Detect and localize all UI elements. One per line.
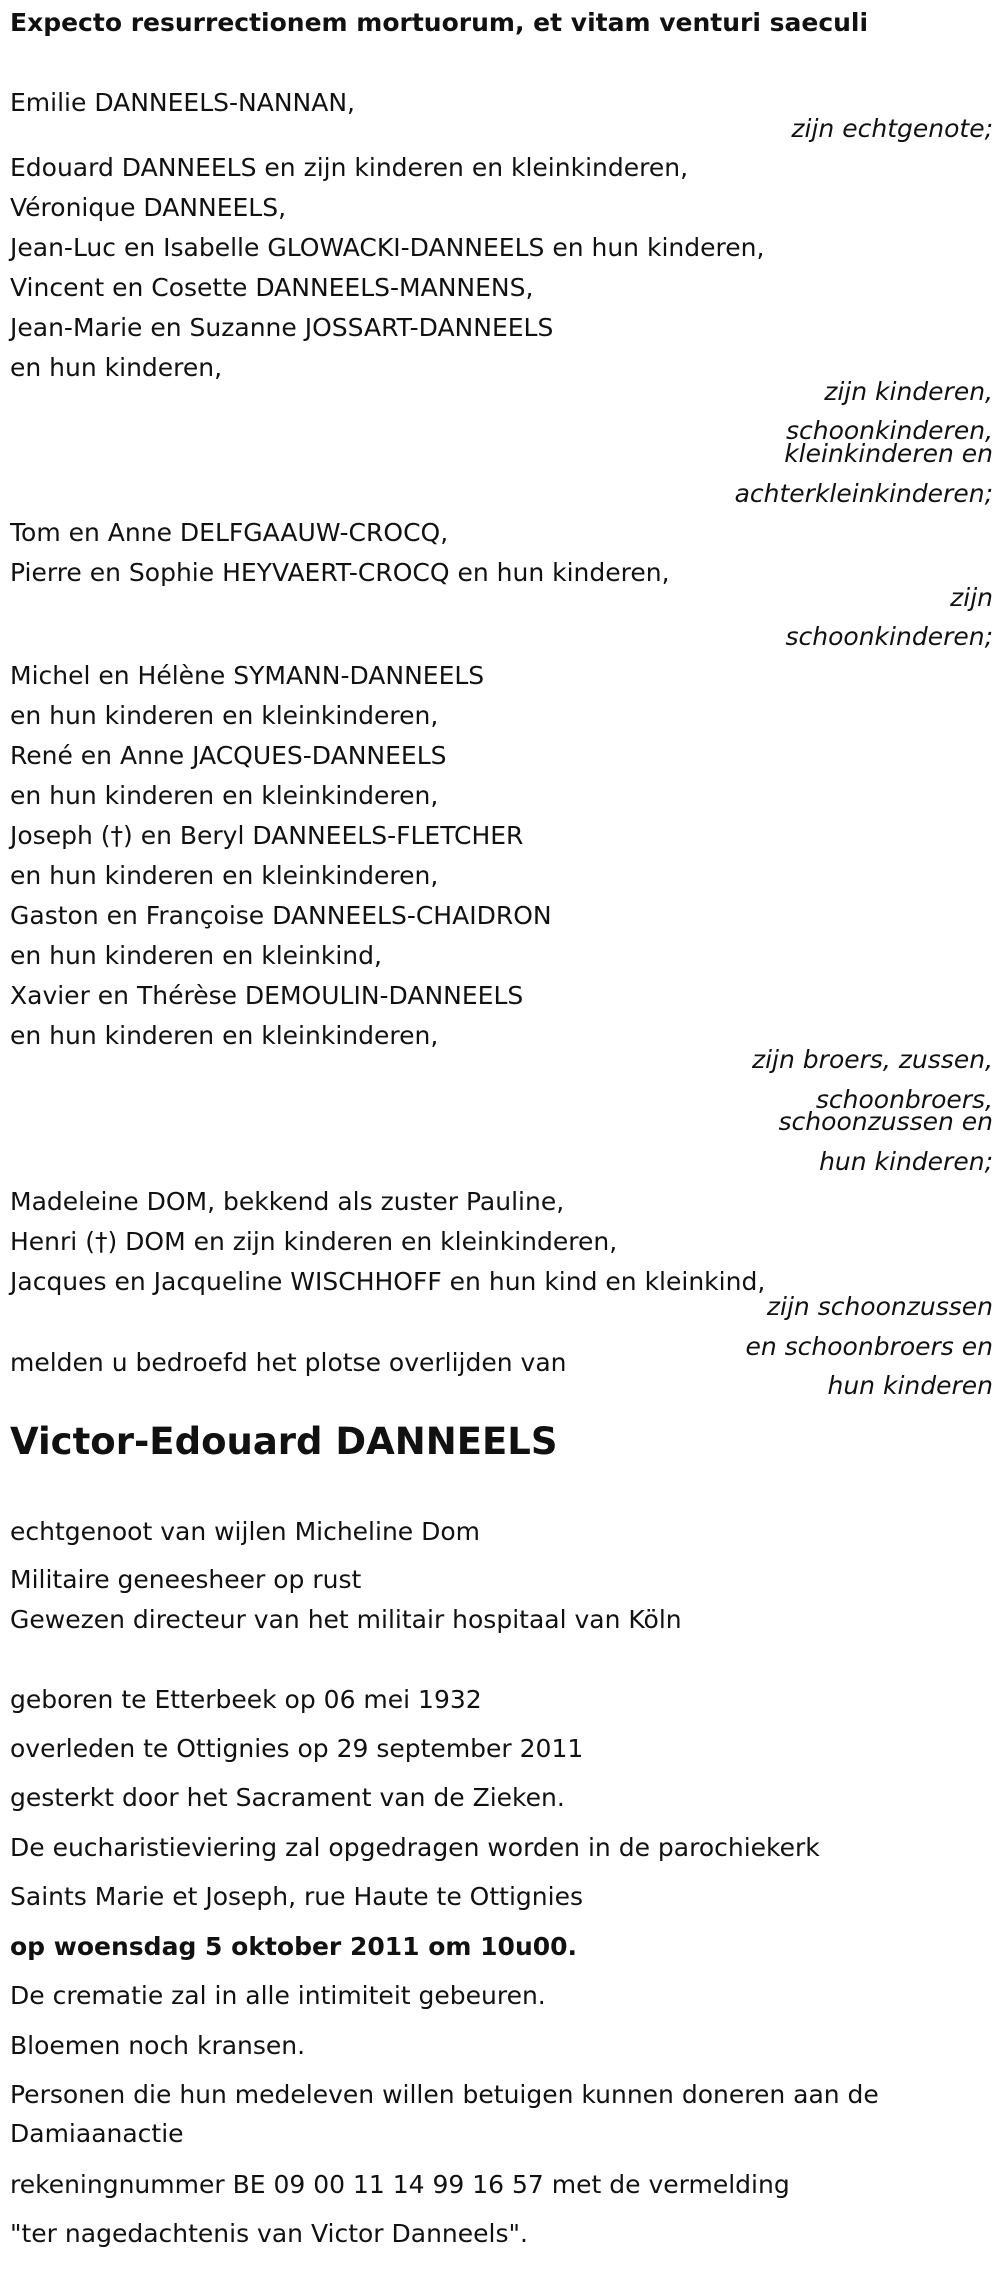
header-quote: Expecto resurrectionem mortuorum, et vitam venturi saeculi: [10, 8, 869, 37]
occupation-line: Militaire geneesheer op rust: [10, 1565, 362, 1594]
children-role: kleinkinderen en: [784, 439, 993, 468]
mention-line: "ter nagedachtenis van Victor Danneels".: [10, 2219, 528, 2248]
child-line: Jean-Marie en Suzanne JOSSART-DANNEELS: [10, 313, 554, 342]
children-role: achterkleinkinderen;: [734, 479, 993, 508]
donation-line: Damiaanactie: [10, 2119, 184, 2148]
child-line: Véronique DANNEELS,: [10, 193, 287, 222]
sibling-line: Joseph (†) en Beryl DANNEELS-FLETCHER: [10, 821, 524, 850]
birth-line: geboren te Etterbeek op 06 mei 1932: [10, 1685, 482, 1714]
announcement-line: melden u bedroefd het plotse overlijden van: [10, 1348, 567, 1377]
child-line: Edouard DANNEELS en zijn kinderen en kleinkinderen,: [10, 153, 689, 182]
sibling-line: Michel en Hélène SYMANN-DANNEELS: [10, 661, 485, 690]
flowers-line: Bloemen noch kransen.: [10, 2031, 306, 2060]
siblings-role: schoonbroers,: [815, 1085, 993, 1114]
others-role: hun kinderen: [827, 1371, 993, 1400]
account-line: rekeningnummer BE 09 00 11 14 99 16 57 met de vermelding: [10, 2170, 790, 2199]
siblings-role: schoonzussen en: [778, 1107, 993, 1136]
sacrament-line: gesterkt door het Sacrament van de Zieken.: [10, 1783, 565, 1812]
child-line: Jean-Luc en Isabelle GLOWACKI-DANNEELS en hun kinderen,: [10, 233, 765, 262]
spouse-mention: echtgenoot van wijlen Micheline Dom: [10, 1517, 481, 1546]
inlaws-role: schoonkinderen;: [785, 622, 993, 651]
other-relative-line: Madeleine DOM, bekkend als zuster Pauline,: [10, 1187, 565, 1216]
ceremony-date: op woensdag 5 oktober 2011 om 10u00.: [10, 1932, 578, 1961]
deceased-name: Victor-Edouard DANNEELS: [10, 1420, 558, 1463]
children-role: schoonkinderen,: [785, 416, 993, 445]
inlaw-line: Tom en Anne DELFGAAUW-CROCQ,: [10, 518, 449, 547]
sibling-line: en hun kinderen en kleinkinderen,: [10, 861, 439, 890]
cremation-line: De crematie zal in alle intimiteit gebeuren.: [10, 1981, 546, 2010]
other-relative-line: Jacques en Jacqueline WISCHHOFF en hun kind en kleinkind,: [10, 1267, 766, 1296]
donation-line: Personen die hun medeleven willen betuigen kunnen doneren aan de: [10, 2080, 879, 2109]
sibling-line: en hun kinderen en kleinkinderen,: [10, 1021, 439, 1050]
sibling-line: René en Anne JACQUES-DANNEELS: [10, 741, 447, 770]
others-role: en schoonbroers en: [745, 1332, 993, 1361]
ceremony-line: Saints Marie et Joseph, rue Haute te Ottignies: [10, 1882, 583, 1911]
child-line: en hun kinderen,: [10, 353, 223, 382]
inlaws-role: zijn: [950, 583, 993, 612]
occupation-line: Gewezen directeur van het militair hospitaal van Köln: [10, 1605, 682, 1634]
siblings-role: zijn broers, zussen,: [751, 1045, 993, 1074]
inlaw-line: Pierre en Sophie HEYVAERT-CROCQ en hun kinderen,: [10, 558, 670, 587]
sibling-line: en hun kinderen en kleinkinderen,: [10, 701, 439, 730]
sibling-line: Gaston en Françoise DANNEELS-CHAIDRON: [10, 901, 552, 930]
others-role: zijn schoonzussen: [766, 1292, 993, 1321]
sibling-line: Xavier en Thérèse DEMOULIN-DANNEELS: [10, 981, 524, 1010]
ceremony-line: De eucharistieviering zal opgedragen worden in de parochiekerk: [10, 1833, 820, 1862]
sibling-line: en hun kinderen en kleinkinderen,: [10, 781, 439, 810]
child-line: Vincent en Cosette DANNEELS-MANNENS,: [10, 273, 534, 302]
spouse-name: Emilie DANNEELS-NANNAN,: [10, 88, 355, 117]
death-line: overleden te Ottignies op 29 september 2011: [10, 1734, 584, 1763]
spouse-role: zijn echtgenote;: [791, 114, 993, 143]
other-relative-line: Henri (†) DOM en zijn kinderen en kleinkinderen,: [10, 1227, 618, 1256]
siblings-role: hun kinderen;: [819, 1147, 993, 1176]
children-role: zijn kinderen,: [824, 377, 993, 406]
sibling-line: en hun kinderen en kleinkind,: [10, 941, 382, 970]
